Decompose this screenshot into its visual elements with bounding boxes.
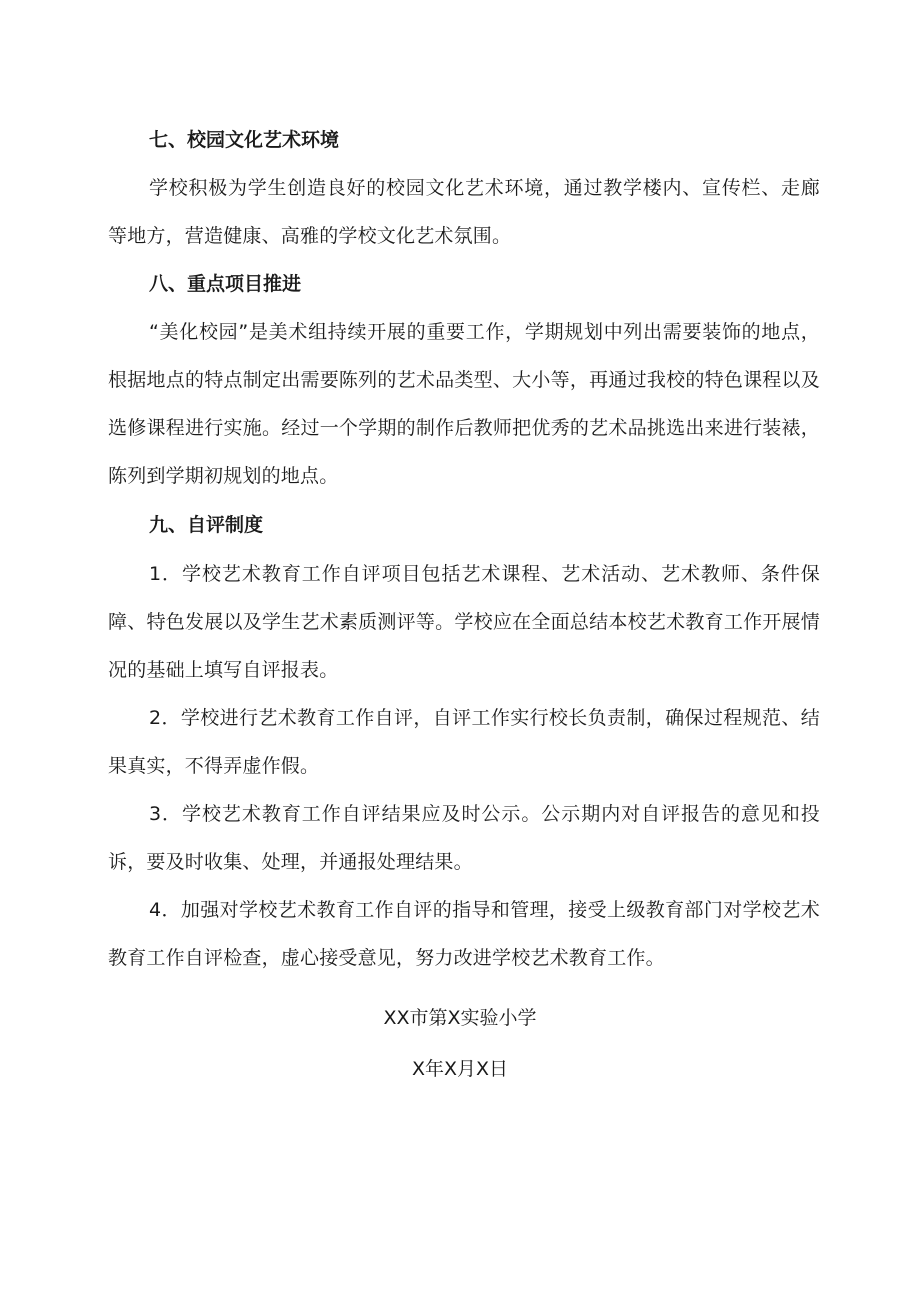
paragraph: 2．学校进行艺术教育工作自评，自评工作实行校长负责制，确保过程规范、结果真实，不得弄虚作假。 — [108, 707, 820, 777]
paragraph: 3．学校艺术教育工作自评结果应及时公示。公示期内对自评报告的意见和投诉，要及时收集、处理，并通报处理结果。 — [108, 803, 820, 873]
section-heading: 八、重点项目推进 — [149, 273, 302, 295]
signature-date: X年X月X日 — [411, 1058, 509, 1080]
section-body — [108, 308, 820, 500]
section-body — [108, 790, 820, 886]
section-body — [108, 164, 820, 260]
section-body — [108, 886, 820, 982]
paragraph: 1．学校艺术教育工作自评项目包括艺术课程、艺术活动、艺术教师、条件保障、特色发展以及学生艺术素质测评等。学校应在全面总结本校艺术教育工作开展情况的基础上填写自评报表。 — [108, 563, 820, 681]
paragraph: 学校积极为学生创造良好的校园文化艺术环境，通过教学楼内、宣传栏、走廊等地方，营造健康、高雅的学校文化艺术氛围。 — [108, 177, 820, 247]
section-body — [108, 550, 820, 694]
paragraph: “美化校园”是美术组持续开展的重要工作，学期规划中列出需要装饰的地点，根据地点的特点制定出需要陈列的艺术品类型、大小等，再通过我校的特色课程以及选修课程进行实施。经过一个学期的制作后教师把优秀的艺术品挑选出来进行装裱，陈列到学期初规划的地点。 — [108, 321, 820, 487]
section-heading: 九、自评制度 — [149, 514, 264, 536]
section-body — [108, 694, 820, 790]
signature-organization: XX市第X实验小学 — [383, 1007, 537, 1029]
section-heading: 七、校园文化艺术环境 — [149, 129, 340, 151]
paragraph: 4．加强对学校艺术教育工作自评的指导和管理，接受上级教育部门对学校艺术教育工作自评检查，虚心接受意见，努力改进学校艺术教育工作。 — [108, 899, 820, 969]
